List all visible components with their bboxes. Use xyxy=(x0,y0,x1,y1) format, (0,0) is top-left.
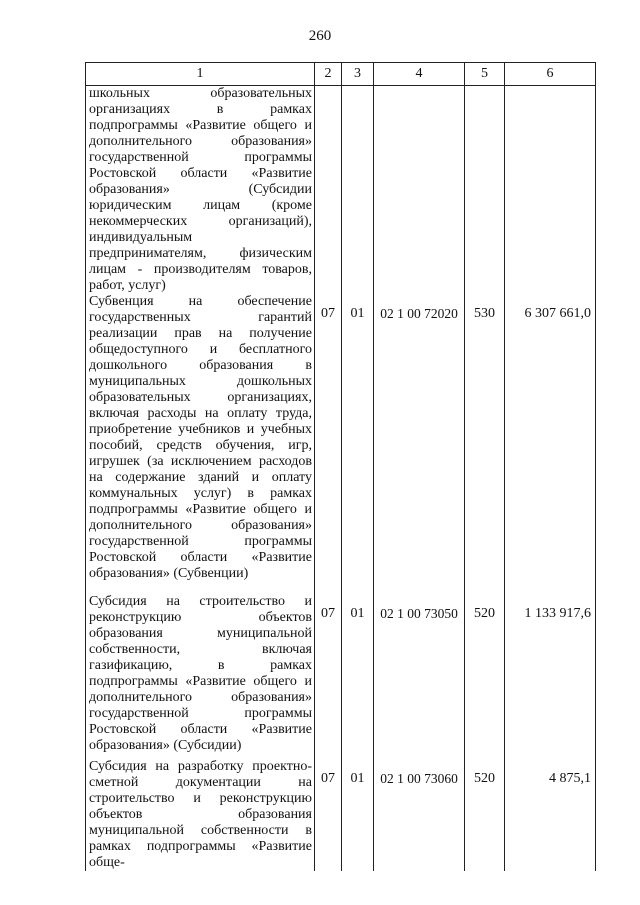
header-col-1: 1 xyxy=(86,63,315,86)
row-description: школьных образовательных организациях в рамках подпрограммы «Развитие общего и дополнительного образования» государственной программы Ростовской области «Развитие образования» (Субсидии юридическим лицам (кроме некоммерческих организаций), индивидуальным предпринимателям, физическим лицам - производителям товаров, работ, услуг) xyxy=(86,86,315,295)
row-target-code: 02 1 00 73060 xyxy=(374,759,465,871)
row-target-code xyxy=(374,86,465,295)
row-section: 07 xyxy=(315,294,342,594)
row-description: Субвенция на обеспечение государственных гарантий реализации прав на получение общедоступного и бесплатного дошкольного образования в муниципальных дошкольных образовательных организациях, включая расходы на оплату труда, приобретение учебников и учебных пособий, средств обучения, игр, игрушек (за исключением расходов на содержание зданий и оплату коммунальных услуг) в рамках подпрограммы «Развитие общего и дополнительного образования» государственной программы Ростовской области «Развитие образования» (Субвенции) xyxy=(86,294,315,594)
table-row xyxy=(86,294,596,594)
row-subsection: 01 xyxy=(342,594,374,759)
row-section: 07 xyxy=(315,594,342,759)
row-subsection xyxy=(342,86,374,295)
row-expense-type xyxy=(465,86,505,295)
header-col-5: 5 xyxy=(465,63,505,86)
page-number: 260 xyxy=(308,28,332,44)
header-col-2: 2 xyxy=(315,63,342,86)
table-header-row xyxy=(86,63,596,86)
table-row xyxy=(86,759,596,871)
row-description: Субсидия на строительство и реконструкцию объектов образования муниципальной собственности, включая газификацию, в рамках подпрограммы «Развитие общего и дополнительного образования» государственной программы Ростовской области «Развитие образования» (Субсидии) xyxy=(86,594,315,759)
header-col-6: 6 xyxy=(505,63,596,86)
row-target-code: 02 1 00 73050 xyxy=(374,594,465,759)
row-description: Субсидия на разработку проектно-сметной документации на строительство и реконструкцию объектов образования муниципальной собственности в рамках подпрограммы «Развитие обще- xyxy=(86,759,315,871)
header-col-3: 3 xyxy=(342,63,374,86)
row-subsection: 01 xyxy=(342,759,374,871)
row-expense-type: 530 xyxy=(465,294,505,594)
row-amount xyxy=(505,86,596,295)
row-amount: 1 133 917,6 xyxy=(505,594,596,759)
row-expense-type: 520 xyxy=(465,759,505,871)
row-expense-type: 520 xyxy=(465,594,505,759)
row-subsection: 01 xyxy=(342,294,374,594)
table-row xyxy=(86,594,596,759)
row-target-code: 02 1 00 72020 xyxy=(374,294,465,594)
row-section xyxy=(315,86,342,295)
header-col-4: 4 xyxy=(374,63,465,86)
row-amount: 6 307 661,0 xyxy=(505,294,596,594)
row-section: 07 xyxy=(315,759,342,871)
budget-table xyxy=(85,62,596,871)
row-amount: 4 875,1 xyxy=(505,759,596,871)
table-row xyxy=(86,86,596,295)
